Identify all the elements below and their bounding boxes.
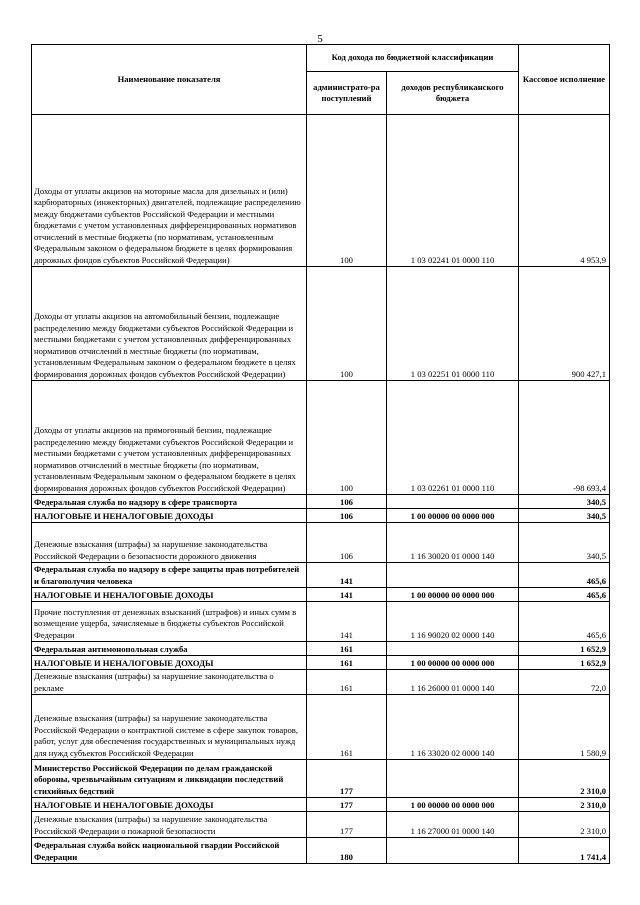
row-admin-code: 177 xyxy=(307,760,387,798)
row-admin-code: 161 xyxy=(307,695,387,760)
row-budget-code: 1 16 90020 02 0000 140 xyxy=(387,602,519,642)
row-name: Федеральная служба по надзору в сфере защиты прав потребителей и благополучия человека xyxy=(32,563,307,588)
row-budget-code xyxy=(387,760,519,798)
table-body xyxy=(32,115,610,864)
row-budget-code: 1 16 30020 01 0000 140 xyxy=(387,523,519,563)
row-budget-code: 1 16 33020 02 0000 140 xyxy=(387,695,519,760)
row-admin-code: 141 xyxy=(307,602,387,642)
row-budget-code: 1 03 02261 01 0000 110 xyxy=(387,381,519,495)
row-admin-code: 180 xyxy=(307,838,387,864)
header-budget-revenue: доходов республиканского бюджета xyxy=(387,72,519,115)
row-budget-code: 1 00 00000 00 0000 000 xyxy=(387,588,519,602)
table-row xyxy=(32,563,610,588)
row-name: НАЛОГОВЫЕ И НЕНАЛОГОВЫЕ ДОХОДЫ xyxy=(32,588,307,602)
row-admin-code: 100 xyxy=(307,267,387,381)
row-name: Прочие поступления от денежных взысканий (штрафов) и иных сумм в возмещение ущерба, зачисляемые в бюджеты субъектов Российской Федерации xyxy=(32,602,307,642)
header-code-group: Код дохода по бюджетной классификации xyxy=(307,45,519,72)
row-admin-code: 100 xyxy=(307,115,387,267)
revenue-table xyxy=(31,44,610,864)
row-amount: 1 652,9 xyxy=(519,642,610,656)
table-row xyxy=(32,588,610,602)
row-name: Федеральная служба войск национальной гвардии Российской Федерации xyxy=(32,838,307,864)
row-admin-code: 177 xyxy=(307,812,387,838)
row-budget-code: 1 00 00000 00 0000 000 xyxy=(387,509,519,523)
row-name: Денежные взыскания (штрафы) за нарушение законодательства Российской Федерации о пожарной безопасности xyxy=(32,812,307,838)
table-row xyxy=(32,670,610,695)
row-amount: 72,0 xyxy=(519,670,610,695)
table-row xyxy=(32,812,610,838)
row-admin-code: 161 xyxy=(307,642,387,656)
row-name: Денежные взыскания (штрафы) за нарушение законодательства Российской Федерации о контрактной системе в сфере закупок товаров, работ, услуг для обеспечения государственных и муниципальных нужд для нужд субъектов Российской Федерации xyxy=(32,695,307,760)
row-amount: 465,6 xyxy=(519,563,610,588)
table-row xyxy=(32,760,610,798)
row-admin-code: 106 xyxy=(307,509,387,523)
row-budget-code xyxy=(387,563,519,588)
row-budget-code: 1 00 00000 00 0000 000 xyxy=(387,656,519,670)
row-admin-code: 141 xyxy=(307,563,387,588)
row-amount: 465,6 xyxy=(519,602,610,642)
row-name: Федеральная антимонопольная служба xyxy=(32,642,307,656)
row-amount: 2 310,0 xyxy=(519,812,610,838)
row-name: НАЛОГОВЫЕ И НЕНАЛОГОВЫЕ ДОХОДЫ xyxy=(32,656,307,670)
row-amount: -98 693,4 xyxy=(519,381,610,495)
row-amount: 340,5 xyxy=(519,509,610,523)
table-row xyxy=(32,656,610,670)
row-amount: 465,6 xyxy=(519,588,610,602)
table-row xyxy=(32,602,610,642)
row-admin-code: 161 xyxy=(307,670,387,695)
row-name: Доходы от уплаты акцизов на прямогонный бензин, подлежащие распределению между бюджетами субъектов Российской Федерации и местными бюджетами с учетом установленных дифференцированных нормативов отчислений в местные бюджеты (по нормативам, установленным Федеральным законом о федеральном бюджете в целях формирования дорожных фондов субъектов Российской Федерации) xyxy=(32,381,307,495)
row-budget-code xyxy=(387,838,519,864)
row-amount: 1 652,9 xyxy=(519,656,610,670)
row-budget-code: 1 03 02251 01 0000 110 xyxy=(387,267,519,381)
row-amount: 2 310,0 xyxy=(519,798,610,812)
table-row xyxy=(32,838,610,864)
row-admin-code: 106 xyxy=(307,495,387,509)
row-amount: 1 580,9 xyxy=(519,695,610,760)
row-admin-code: 141 xyxy=(307,588,387,602)
table-row xyxy=(32,115,610,267)
table-row xyxy=(32,798,610,812)
row-name: НАЛОГОВЫЕ И НЕНАЛОГОВЫЕ ДОХОДЫ xyxy=(32,798,307,812)
table-row xyxy=(32,695,610,760)
row-budget-code: 1 16 27000 01 0000 140 xyxy=(387,812,519,838)
row-admin-code: 161 xyxy=(307,656,387,670)
row-admin-code: 177 xyxy=(307,798,387,812)
page-number: 5 xyxy=(317,33,323,45)
row-budget-code: 1 00 00000 00 0000 000 xyxy=(387,798,519,812)
table-row xyxy=(32,267,610,381)
table-row xyxy=(32,642,610,656)
table-row xyxy=(32,523,610,563)
row-name: Федеральная служба по надзору в сфере транспорта xyxy=(32,495,307,509)
row-amount: 340,5 xyxy=(519,495,610,509)
row-name: Министерство Российской Федерации по делам гражданской обороны, чрезвычайным ситуациям и ликвидации последствий стихийных бедствий xyxy=(32,760,307,798)
row-name: Доходы от уплаты акцизов на автомобильный бензин, подлежащие распределению между бюджетами субъектов Российской Федерации и местными бюджетами с учетом установленных дифференцированных нормативов отчислений в местные бюджеты (по нормативам, установленным Федеральным законом о федеральном бюджете в целях формирования дорожных фондов субъектов Российской Федерации) xyxy=(32,267,307,381)
row-name: Денежные взыскания (штрафы) за нарушение законодательства о рекламе xyxy=(32,670,307,695)
row-admin-code: 100 xyxy=(307,381,387,495)
row-amount: 1 741,4 xyxy=(519,838,610,864)
row-budget-code: 1 03 02241 01 0000 110 xyxy=(387,115,519,267)
table-row xyxy=(32,509,610,523)
header-cash-execution: Кассовое исполнение xyxy=(519,45,610,115)
row-amount: 2 310,0 xyxy=(519,760,610,798)
row-amount: 900 427,1 xyxy=(519,267,610,381)
header-indicator-name: Наименование показателя xyxy=(32,45,307,115)
table-row xyxy=(32,495,610,509)
table-row xyxy=(32,381,610,495)
header-administrator: администрато-ра поступлений xyxy=(307,72,387,115)
row-name: Доходы от уплаты акцизов на моторные масла для дизельных и (или) карбюраторных (инжекторных) двигателей, подлежащие распределению между бюджетами субъектов Российской Федерации и местными бюджетами с учетом установленных дифференцированных нормативов отчислений в местные бюджеты (по нормативам, установленным Федеральным законом о федеральном бюджете в целях формирования дорожных фондов субъектов Российской Федерации) xyxy=(32,115,307,267)
row-name: НАЛОГОВЫЕ И НЕНАЛОГОВЫЕ ДОХОДЫ xyxy=(32,509,307,523)
row-budget-code xyxy=(387,495,519,509)
row-name: Денежные взыскания (штрафы) за нарушение законодательства Российской Федерации о безопасности дорожного движения xyxy=(32,523,307,563)
row-amount: 340,5 xyxy=(519,523,610,563)
row-budget-code: 1 16 26000 01 0000 140 xyxy=(387,670,519,695)
row-amount: 4 953,9 xyxy=(519,115,610,267)
row-budget-code xyxy=(387,642,519,656)
row-admin-code: 106 xyxy=(307,523,387,563)
